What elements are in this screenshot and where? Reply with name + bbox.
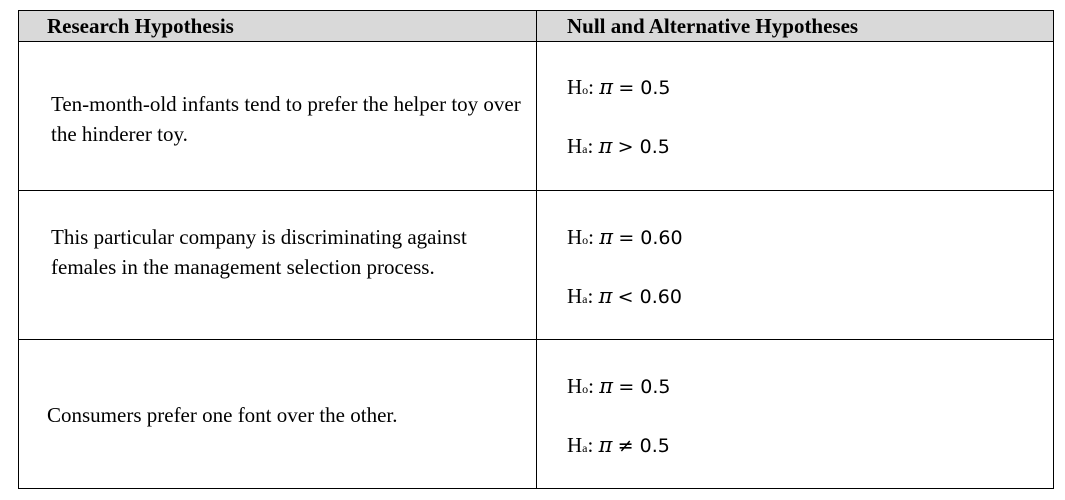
table-row — [19, 340, 1053, 489]
research-hypothesis-text: This particular company is discriminating against females in the management selection process. — [51, 225, 467, 279]
pi-symbol: π — [598, 433, 613, 457]
header-research-hypothesis: Research Hypothesis — [47, 14, 234, 38]
table-row — [19, 191, 1053, 339]
table-row — [19, 42, 1053, 190]
research-hypothesis-text: Ten-month-old infants tend to prefer the helper toy over the hinderer toy. — [51, 92, 521, 146]
pi-symbol: π — [599, 225, 614, 249]
pi-symbol: π — [598, 284, 613, 308]
research-hypothesis-text: Consumers prefer one font over the other. — [47, 403, 398, 427]
alternative-hypothesis: Ha: π > 0.5 — [567, 134, 670, 158]
null-hypothesis: Ho: π = 0.5 — [567, 374, 671, 398]
null-hypothesis: Ho: π = 0.60 — [567, 225, 683, 249]
header-null-alternative: Null and Alternative Hypotheses — [567, 14, 859, 38]
null-hypothesis: Ho: π = 0.5 — [567, 75, 671, 99]
pi-symbol: π — [598, 134, 613, 158]
pi-symbol: π — [599, 75, 614, 99]
hypotheses-table — [18, 10, 1054, 489]
pi-symbol: π — [599, 374, 614, 398]
alternative-hypothesis: Ha: π < 0.60 — [567, 284, 682, 308]
alternative-hypothesis: Ha: π ≠ 0.5 — [567, 433, 670, 457]
